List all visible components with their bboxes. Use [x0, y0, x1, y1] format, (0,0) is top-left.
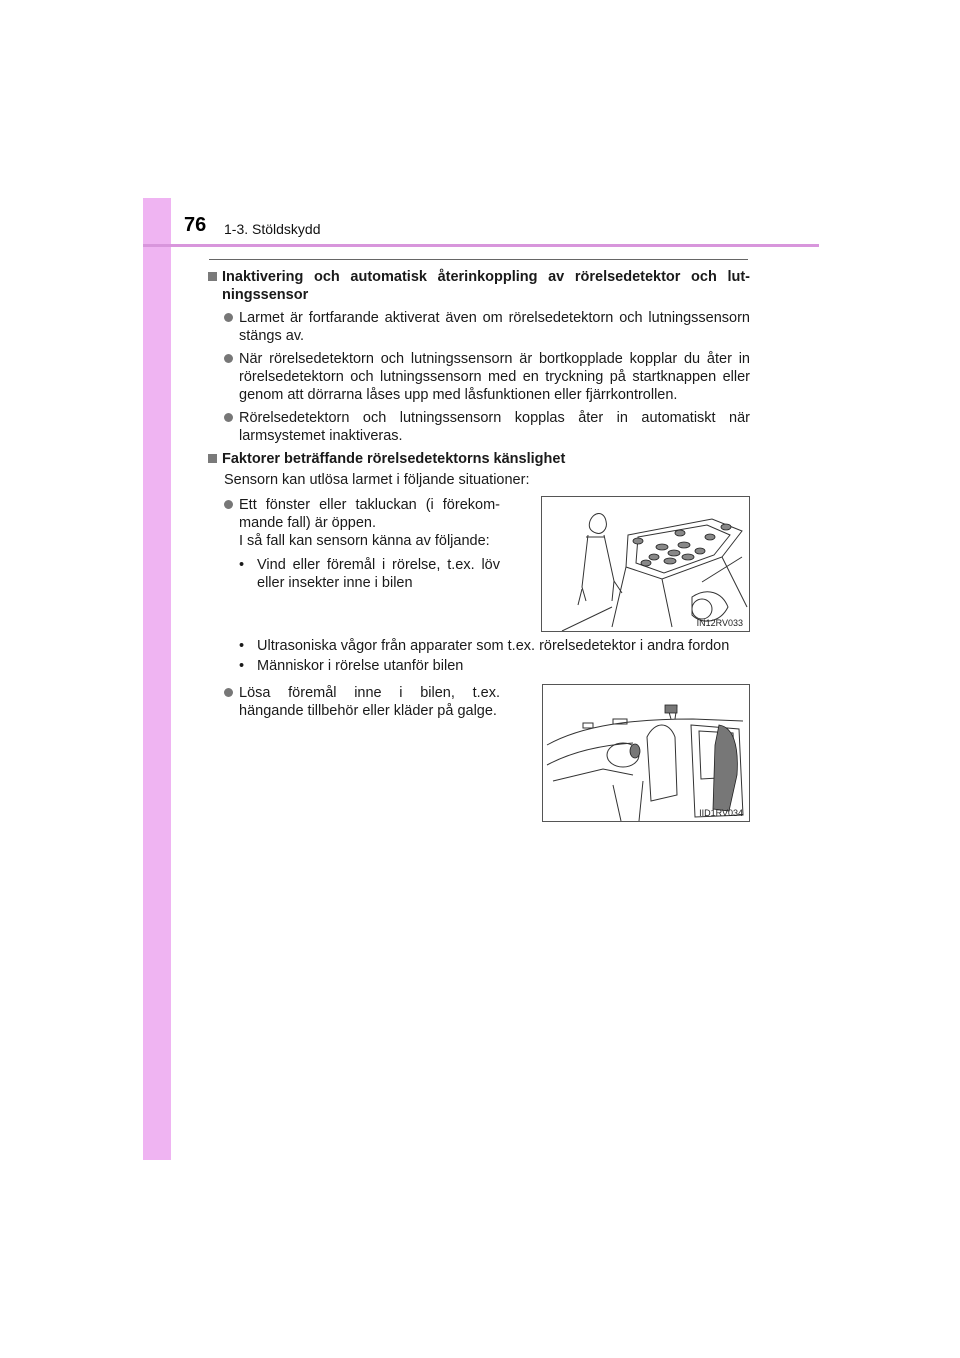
- heading-deactivation: Inaktivering och automatisk återinkoppling av rörelsedetektor och lut-ningssensor: [208, 268, 750, 304]
- figure-row-1: [208, 496, 750, 632]
- page-number: 76: [184, 214, 207, 236]
- page-content: [208, 268, 750, 822]
- intro-text: Sensorn kan utlösa larmet i följande situationer:: [224, 472, 530, 488]
- square-bullet-icon: [208, 272, 217, 281]
- sunroof-leaves-illustration: [542, 497, 749, 631]
- figure-car-interior: [542, 684, 750, 822]
- sub-list-item: • Ultrasoniska vågor från apparater som t.ex. rörelsedetektor i andra fordon: [239, 638, 730, 654]
- header-rule: [143, 244, 819, 247]
- side-tab: [143, 198, 171, 1160]
- round-bullet-icon: [224, 354, 233, 363]
- content-top-rule: [209, 259, 748, 260]
- round-bullet-icon: [224, 413, 233, 422]
- square-bullet-icon: [208, 454, 217, 463]
- list-item: Larmet är fortfarande aktiverat även om rörelsedetektorn och lutningssensorn stängs av.: [224, 309, 750, 345]
- section-title: 1-3. Stöldskydd: [224, 221, 321, 237]
- list-item: Ett fönster eller takluckan (i förekom-mande fall) är öppen. I så fall kan sensorn känna av följande:: [224, 496, 500, 550]
- heading-sensitivity: Faktorer beträffande rörelsedetektorns känslighet: [208, 450, 750, 468]
- figure-open-sunroof: [541, 496, 750, 632]
- sub-list-item: • Människor i rörelse utanför bilen: [239, 658, 464, 674]
- list-item: När rörelsedetektorn och lutningssensorn är bortkopplade kopplar du åter in rörelsedetektorn och lutningssensorn med en tryckning på startknappen eller genom att dörrarna låses upp med låsfunktionen eller fjärrkontrollen.: [224, 350, 750, 404]
- figure-row-2: [208, 684, 750, 822]
- round-bullet-icon: [224, 688, 233, 697]
- list-item: Rörelsedetektorn och lutningssensorn kopplas åter in automatiskt när larmsystemet inaktiveras.: [224, 409, 750, 445]
- figure-code: IID1RV034: [699, 808, 743, 818]
- sub-list-item: • Vind eller föremål i rörelse, t.ex. löv eller insekter inne i bilen: [239, 557, 500, 591]
- car-interior-illustration: [543, 685, 749, 821]
- round-bullet-icon: [224, 313, 233, 322]
- list-item: Lösa föremål inne i bilen, t.ex. hängande tillbehör eller kläder på galge.: [224, 684, 500, 720]
- round-bullet-icon: [224, 500, 233, 509]
- figure-code: IN12RV033: [696, 618, 743, 628]
